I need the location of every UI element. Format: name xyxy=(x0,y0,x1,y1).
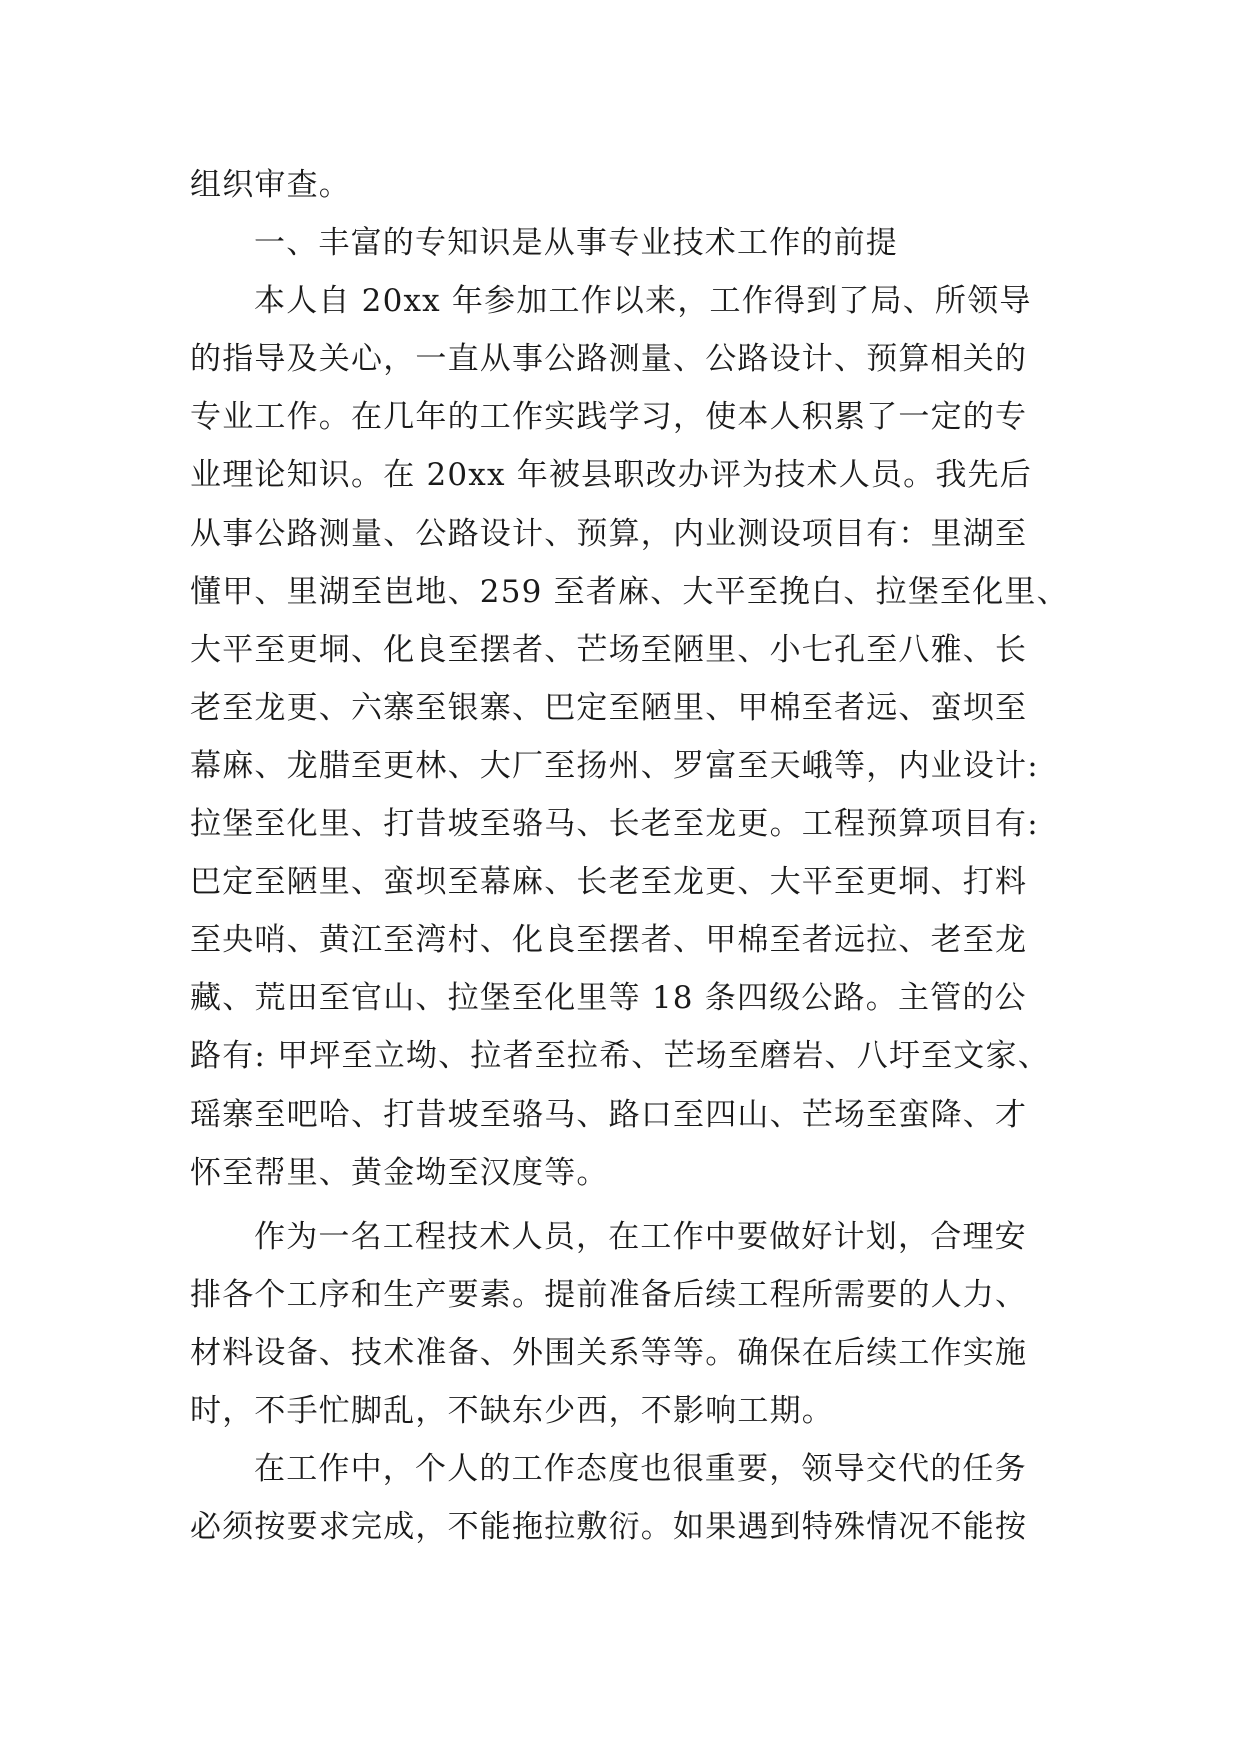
text-line-15: 藏、荒田至官山、拉堡至化里等 18 条四级公路。主管的公 xyxy=(190,980,1027,1017)
text-line-22: 时，不手忙脚乱，不缺东少西，不影响工期。 xyxy=(190,1392,834,1429)
text-line-7: 从事公路测量、公路设计、预算，内业测设项目有：里湖至 xyxy=(190,515,1028,552)
text-line-18: 怀至帮里、黄金坳至汉度等。 xyxy=(190,1154,609,1191)
text-line-14: 至央哨、黄江至湾村、化良至摆者、甲棉至者远拉、老至龙 xyxy=(190,922,1028,959)
text-line-12: 拉堡至化里、打昔坡至骆马、长老至龙更。工程预算项目有: xyxy=(190,806,1039,843)
text-line-1: 组织审查。 xyxy=(190,167,351,203)
section-heading: 一、丰富的专知识是从事专业技术工作的前提 xyxy=(254,225,898,262)
text-line-8: 懂甲、里湖至岜地、259 至者麻、大平至挽白、拉堡至化里、 xyxy=(190,573,1069,610)
text-line-17: 瑶寨至吧哈、打昔坡至骆马、路口至四山、芒场至蛮降、才 xyxy=(190,1096,1028,1133)
document-body xyxy=(190,156,1070,1556)
text-line-21: 材料设备、技术准备、外围关系等等。确保在后续工作实施 xyxy=(190,1334,1028,1371)
text-line-13: 巴定至陋里、蛮坝至幕麻、长老至龙更、大平至更垌、打料 xyxy=(190,864,1028,901)
text-line-23: 在工作中，个人的工作态度也很重要，领导交代的任务 xyxy=(254,1451,1027,1488)
text-line-9: 大平至更垌、化良至摆者、芒场至陋里、小七孔至八雅、长 xyxy=(190,631,1028,668)
text-line-19: 作为一名工程技术人员，在工作中要做好计划，合理安 xyxy=(254,1218,1027,1255)
text-line-5: 专业工作。在几年的工作实践学习，使本人积累了一定的专 xyxy=(190,399,1028,436)
text-line-6: 业理论知识。在 20xx 年被县职改办评为技术人员。我先后 xyxy=(190,457,1032,494)
text-line-3: 本人自 20xx 年参加工作以来，工作得到了局、所领导 xyxy=(254,283,1032,320)
text-line-20: 排各个工序和生产要素。提前准备后续工程所需要的人力、 xyxy=(190,1276,1028,1313)
text-line-16: 路有: 甲坪至立坳、拉者至拉希、芒场至磨岩、八圩至文家、 xyxy=(190,1038,1050,1075)
text-line-11: 幕麻、龙腊至更林、大厂至扬州、罗富至天峨等，内业设计: xyxy=(190,747,1039,784)
text-line-24: 必须按要求完成，不能拖拉敷衍。如果遇到特殊情况不能按 xyxy=(190,1509,1028,1546)
text-line-4: 的指导及关心，一直从事公路测量、公路设计、预算相关的 xyxy=(190,341,1028,378)
text-line-10: 老至龙更、六寨至银寨、巴定至陋里、甲棉至者远、蛮坝至 xyxy=(190,689,1028,726)
